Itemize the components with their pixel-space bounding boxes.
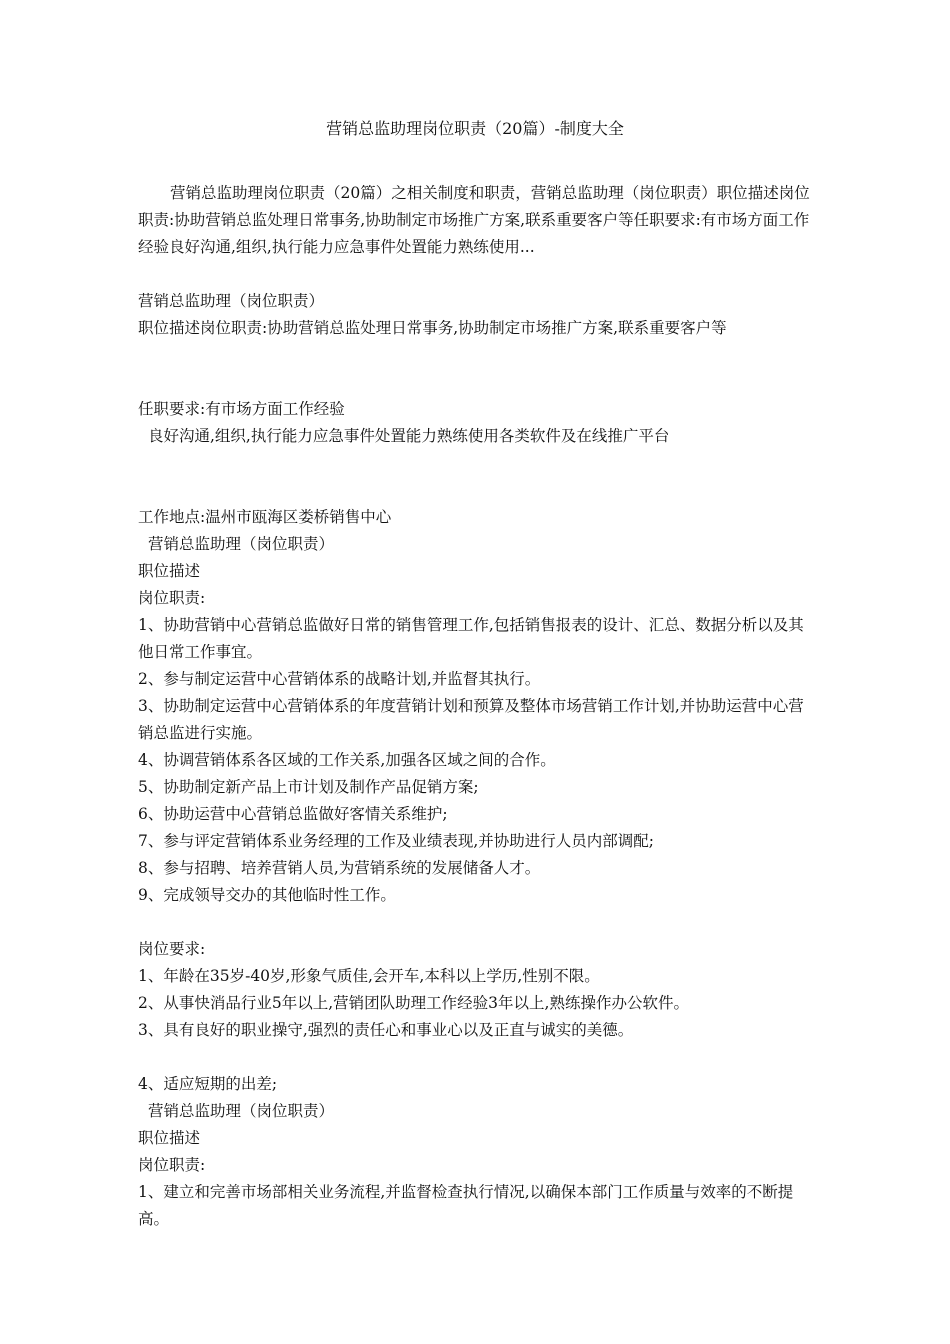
requirement-item: 2、从事快消品行业5年以上,营销团队助理工作经验3年以上,熟练操作办公软件。 — [138, 994, 689, 1012]
spacer — [138, 450, 818, 504]
section3-duty-label: 岗位职责: — [138, 589, 206, 607]
section3-heading: 营销总监助理（岗位职责） — [148, 535, 335, 553]
section2-requirement: 任职要求:有市场方面工作经验 — [138, 400, 345, 418]
requirement-item: 1、年龄在35岁-40岁,形象气质佳,会开车,本科以上学历,性别不限。 — [138, 967, 600, 985]
document-title: 营销总监助理岗位职责（20篇）-制度大全 — [326, 119, 624, 138]
section1-line: 职位描述岗位职责:协助营销总监处理日常事务,协助制定市场推广方案,联系重要客户等 — [138, 319, 727, 337]
duty-item: 9、完成领导交办的其他临时性工作。 — [138, 886, 396, 904]
duty-item: 6、协助运营中心营销总监做好客情关系维护; — [138, 805, 448, 823]
duty-item: 3、协助制定运营中心营销体系的年度营销计划和预算及整体市场营销工作计划,并协助运营中心营销总监进行实施。 — [138, 697, 804, 742]
duty-item: 1、协助营销中心营销总监做好日常的销售管理工作,包括销售报表的设计、汇总、数据分析以及其他日常工作事宜。 — [138, 616, 804, 661]
intro-paragraph: 营销总监助理岗位职责（20篇）之相关制度和职责，营销总监助理（岗位职责）职位描述岗位职责:协助营销总监处理日常事务,协助制定市场推广方案,联系重要客户等任职要求:有市场方面工作经验良好沟通,组织,执行能力应急事件处置能力熟练使用... — [138, 184, 810, 256]
work-location: 工作地点:温州市瓯海区娄桥销售中心 — [138, 508, 392, 526]
spacer — [138, 342, 818, 396]
spacer — [138, 1044, 818, 1071]
requirement-item: 3、具有良好的职业操守,强烈的责任心和事业心以及正直与诚实的美德。 — [138, 1021, 634, 1039]
section4-heading: 营销总监助理（岗位职责） — [148, 1102, 335, 1120]
section2-skills: 良好沟通,组织,执行能力应急事件处置能力熟练使用各类软件及在线推广平台 — [148, 427, 670, 445]
spacer — [138, 909, 818, 936]
document-body — [138, 180, 818, 1233]
duty-item: 4、协调营销体系各区域的工作关系,加强各区域之间的合作。 — [138, 751, 556, 769]
requirements-label: 岗位要求: — [138, 940, 206, 958]
section4-duty-label: 岗位职责: — [138, 1156, 206, 1174]
section4-desc-label: 职位描述 — [138, 1129, 201, 1147]
duty-item: 8、参与招聘、培养营销人员,为营销系统的发展储备人才。 — [138, 859, 541, 877]
requirement-item: 4、适应短期的出差; — [138, 1075, 278, 1093]
duty-item: 5、协助制定新产品上市计划及制作产品促销方案; — [138, 778, 479, 796]
section3-desc-label: 职位描述 — [138, 562, 201, 580]
duty-item: 2、参与制定运营中心营销体系的战略计划,并监督其执行。 — [138, 670, 541, 688]
section1-heading: 营销总监助理（岗位职责） — [138, 292, 325, 310]
duty-item: 7、参与评定营销体系业务经理的工作及业绩表现,并协助进行人员内部调配; — [138, 832, 655, 850]
duty-item: 1、建立和完善市场部相关业务流程,并监督检查执行情况,以确保本部门工作质量与效率的不断提高。 — [138, 1183, 794, 1228]
